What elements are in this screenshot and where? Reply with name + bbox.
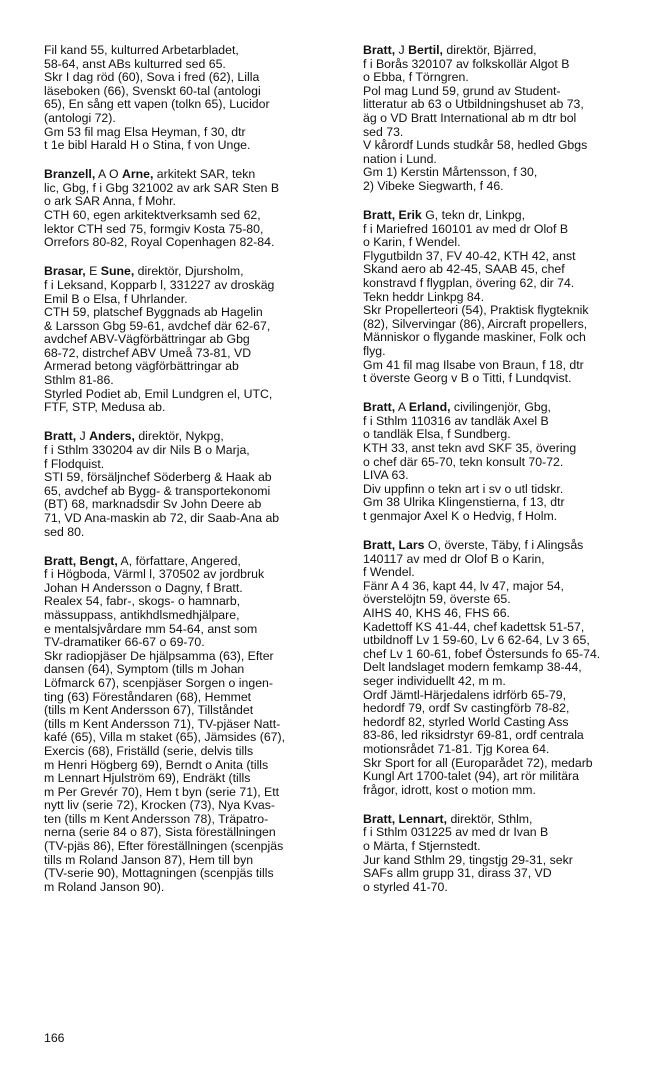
entry-text: STI 59, försäljnchef Söderberg & Haak ab	[44, 470, 272, 485]
entry-name: Anders,	[89, 429, 135, 444]
entry-text: 58-64, anst ABs kulturred sed 65.	[44, 56, 226, 71]
entry-line	[44, 265, 340, 279]
entry-line	[44, 623, 340, 637]
entry-text: f i Borås 320107 av folkskollär Algot B	[363, 56, 570, 71]
entry-name: Brasar,	[44, 264, 86, 279]
entry-line	[44, 498, 340, 512]
entry-line	[363, 331, 653, 345]
entry-text: Skand aero ab 42-45, SAAB 45, chef	[363, 262, 565, 277]
entry-text: 71, VD Ana-maskin ab 72, dir Saab-Ana ab	[44, 510, 280, 525]
entry-line	[363, 304, 653, 318]
entry-text: direktör, Nykpg,	[134, 429, 224, 444]
entry-text: o ark SAR Anna, f Mohr.	[44, 194, 176, 209]
entry-line	[363, 469, 653, 483]
entry-text: äg o VD Bratt International ab m dtr bol	[363, 110, 577, 125]
entry-line	[44, 168, 340, 182]
entry-text: LIVA 63.	[363, 468, 409, 483]
entry-text: Pol mag Lund 59, grund av Student-	[363, 83, 561, 98]
entry-line	[363, 126, 653, 140]
entry-text: dansen (64), Symptom (tills m Johan	[44, 662, 245, 677]
entry-text: (tills m Kent Andersson 67), Tillståndet	[44, 703, 254, 718]
entry-line	[44, 663, 340, 677]
entry-line	[44, 293, 340, 307]
entry-text: litteratur ab 63 o Utbildningshuset ab 73,	[363, 97, 584, 112]
entry-text: J	[395, 43, 409, 57]
entry-text: avdchef ABV-Vägförbättringar ab Gbg	[44, 332, 250, 347]
entry-line	[44, 360, 340, 374]
entry-text: direktör, Bjärred,	[442, 43, 537, 57]
entry-text: & Larsson Gbg 59-61, avdchef där 62-67,	[44, 318, 271, 333]
entry-text: CTH 60, egen arkitektverksamh sed 62,	[44, 208, 261, 223]
entry-line	[363, 675, 653, 689]
entry-text: CTH 59, platschef Byggnads ab Hagelin	[44, 305, 263, 320]
entry-name: Erland,	[408, 400, 451, 415]
entry-text: Tekn heddr Linkpg 84.	[363, 289, 485, 304]
entry-name: Bratt,	[363, 400, 396, 415]
entry-line	[44, 704, 340, 718]
entry-text: m Lennart Hjulström 69), Endräkt (tills	[44, 771, 251, 786]
entry-text: arkitekt SAR, tekn	[153, 167, 256, 182]
entry-line	[363, 539, 653, 553]
entry-line	[363, 593, 653, 607]
entry-text: kafé (65), Villa m staket (65), Jämsides (67),	[44, 730, 286, 745]
entry-text: (antologi 72).	[44, 110, 116, 125]
entry-text: o styrled 41-70.	[363, 879, 448, 894]
entry-line	[44, 867, 340, 881]
entry-line	[44, 881, 340, 895]
entry-text: J	[76, 429, 90, 444]
entry-line	[44, 195, 340, 209]
entry-text: lic, Gbg, f i Gbg 321002 av ark SAR Sten B	[44, 180, 280, 195]
entry-text: Exercis (68), Friställd (serie, delvis tills	[44, 743, 254, 758]
entry-line	[44, 526, 340, 540]
entry-line	[363, 496, 653, 510]
entry-line	[44, 279, 340, 293]
entry-text: civilingenjör, Gbg,	[450, 400, 551, 415]
entry-line	[363, 345, 653, 359]
entry-text: Delt landslaget modern femkamp 38-44,	[363, 660, 582, 675]
entry-line	[44, 458, 340, 472]
entry-line	[44, 58, 340, 72]
entry-text: Realex 54, fabr-, skogs- o hamnarb,	[44, 594, 241, 609]
entry-text: o tandläk Elsa, f Sundberg.	[363, 427, 511, 442]
entry-text: lektor CTH sed 75, formgiv Kosta 75-80,	[44, 221, 264, 236]
entry-name: Bratt, Erik	[363, 208, 422, 223]
entry-line	[363, 442, 653, 456]
biography-entry	[363, 209, 653, 386]
entry-text: 2) Vibeke Siegwarth, f 46.	[363, 178, 504, 193]
entry-name: Bertil,	[408, 43, 443, 57]
entry-line	[44, 650, 340, 664]
entry-text: Orrefors 80-82, Royal Copenhagen 82-84.	[44, 235, 275, 250]
entry-text: f i Sthlm 110316 av tandläk Axel B	[363, 413, 549, 428]
left-column	[44, 44, 340, 910]
entry-line	[44, 854, 340, 868]
entry-text: chef Lv 1 60-61, fobef Östersunds fo 65-74.	[363, 646, 601, 661]
entry-text: f i Mariefred 160101 av med dr Olof B	[363, 221, 569, 236]
entry-text: seger individuellt 42, m m.	[363, 674, 506, 689]
entry-text: KTH 33, anst tekn avd SKF 35, övering	[363, 441, 577, 456]
entry-text: (tills m Kent Andersson 71), TV-pjäser Natt-	[44, 716, 281, 731]
entry-text: (TV-pjäs 86), Efter föreställningen (scenpjäs	[44, 839, 284, 854]
entry-line	[44, 71, 340, 85]
entry-line	[44, 786, 340, 800]
entry-line	[363, 607, 653, 621]
entry-text: motionsrådet 71-81. Tjg Korea 64.	[363, 742, 550, 756]
entry-line	[363, 71, 653, 85]
entry-line	[44, 759, 340, 773]
biography-entry	[44, 555, 340, 895]
entry-line	[363, 456, 653, 470]
entry-text: Skr I dag röd (60), Sova i fred (62), Lilla	[44, 70, 260, 85]
entry-text: (82), Silvervingar (86), Aircraft propellers,	[363, 316, 588, 331]
page-number: 166	[44, 1031, 65, 1045]
entry-line	[44, 595, 340, 609]
entry-line	[363, 510, 653, 524]
entry-line	[44, 485, 340, 499]
entry-text: f i Sthlm 031225 av med dr Ivan B	[363, 825, 549, 840]
entry-line	[44, 582, 340, 596]
biography-entry	[44, 265, 340, 415]
entry-name: Sune,	[100, 264, 135, 279]
entry-text: Johan H Andersson o Dagny, f Bratt.	[44, 580, 243, 595]
entry-line	[363, 291, 653, 305]
entry-line	[44, 826, 340, 840]
entry-line	[363, 813, 653, 827]
entry-text: Flygutbildn 37, FV 40-42, KTH 42, anst	[363, 248, 576, 263]
entry-line	[44, 374, 340, 388]
entry-text: Gm 38 Ulrika Klingenstierna, f 13, dtr	[363, 495, 565, 510]
entry-text: (BT) 68, marknadsdir Sv John Deere ab	[44, 497, 262, 512]
entry-line	[44, 182, 340, 196]
entry-text: överstelöjtn 59, överste 65.	[363, 592, 511, 607]
entry-line	[44, 98, 340, 112]
biography-entry	[363, 539, 653, 797]
entry-line	[44, 471, 340, 485]
entry-line	[363, 372, 653, 386]
entry-line	[44, 430, 340, 444]
entry-line	[363, 112, 653, 126]
entry-text: f i Sthlm 330204 av dir Nils B o Marja,	[44, 442, 250, 457]
entry-line	[363, 415, 653, 429]
entry-name: Bratt,	[44, 429, 77, 444]
entry-text: 65, avdchef ab Bygg- & transportekonomi	[44, 483, 271, 498]
entry-text: Kungl Art 1700-talet (94), art rör militära	[363, 769, 579, 784]
entry-text: Skr Sport for all (Europarådet 72), medarb	[363, 755, 593, 770]
entry-line	[363, 689, 653, 703]
entry-text: Gm 1) Kerstin Mårtensson, f 30,	[363, 165, 538, 180]
entry-line	[363, 166, 653, 180]
entry-line	[363, 757, 653, 771]
entry-line	[363, 716, 653, 730]
entry-text: f i Högboda, Värml l, 370502 av jordbruk	[44, 567, 265, 582]
entry-text: (TV-serie 90), Mottagningen (scenpjäs tills	[44, 866, 274, 881]
entry-line	[363, 318, 653, 332]
entry-line	[363, 277, 653, 291]
entry-text: hedordf 82, styrled World Casting Ass	[363, 714, 569, 729]
entry-line	[44, 636, 340, 650]
right-column	[363, 44, 653, 910]
entry-text: Skr Propellerteori (54), Praktisk flygteknik	[363, 303, 589, 318]
entry-line	[44, 444, 340, 458]
entry-text: E	[85, 264, 101, 279]
entry-text: direktör, Sthlm,	[447, 811, 533, 826]
entry-text: FTF, STP, Medusa ab.	[44, 400, 166, 415]
entry-line	[44, 236, 340, 250]
entry-line	[363, 648, 653, 662]
entry-line	[44, 401, 340, 415]
entry-text: nation i Lund.	[363, 151, 437, 166]
entry-text: f i Leksand, Kopparb l, 331227 av droskäg	[44, 277, 275, 292]
entry-text: Löfmarck 67), scenpjäser Sorgen o ingen-	[44, 675, 273, 690]
entry-name: Bratt,	[363, 43, 396, 57]
entry-text: Jur kand Sthlm 29, tingstjg 29-31, sekr	[363, 852, 573, 867]
entry-text: ting (63) Föreståndaren (68), Hemmet	[44, 689, 252, 704]
entry-name: Bratt, Lennart,	[363, 811, 448, 826]
entry-name: Branzell,	[44, 167, 96, 182]
entry-line	[363, 401, 653, 415]
entry-line	[363, 359, 653, 373]
entry-line	[44, 512, 340, 526]
entry-text: utbildnoff Lv 1 59-60, Lv 6 62-64, Lv 3 65,	[363, 633, 590, 648]
entry-line	[363, 98, 653, 112]
entry-text: Armerad betong vägförbättringar ab	[44, 359, 239, 374]
entry-line	[44, 813, 340, 827]
entry-text: Styrled Podiet ab, Emil Lundgren el, UTC,	[44, 386, 273, 401]
entry-line	[363, 854, 653, 868]
entry-line	[44, 209, 340, 223]
entry-text: ten (tills m Kent Andersson 78), Träpatro-	[44, 811, 269, 826]
entry-text: f Flodquist.	[44, 456, 105, 471]
entry-line	[44, 85, 340, 99]
entry-text: sed 73.	[363, 124, 404, 139]
entry-line	[363, 139, 653, 153]
entry-text: o Ebba, f Törngren.	[363, 70, 469, 85]
entry-line	[363, 661, 653, 675]
entry-line	[363, 153, 653, 167]
entry-text: t överste Georg v B o Titti, f Lundqvist.	[363, 371, 572, 386]
entry-line	[363, 263, 653, 277]
entry-text: 68-72, distrchef ABV Umeå 73-81, VD	[44, 345, 252, 360]
entry-text: V kårordf Lunds studkår 58, hedled Gbgs	[363, 138, 588, 153]
entry-text: 65), En sång ett vapen (tolkn 65), Lucidor	[44, 97, 270, 112]
entry-text: Fänr A 4 36, kapt 44, lv 47, major 54,	[363, 578, 564, 593]
entry-name: Bratt, Bengt,	[44, 553, 118, 568]
entry-text: direktör, Djursholm,	[134, 264, 244, 279]
entry-line	[44, 306, 340, 320]
entry-text: Gm 41 fil mag Ilsabe von Braun, f 18, dtr	[363, 357, 584, 372]
entry-text: Skr radiopjäser De hjälpsamma (63), Efter	[44, 648, 274, 663]
entry-line	[363, 702, 653, 716]
entry-text: frågor, idrott, kost o motion mm.	[363, 782, 536, 797]
entry-line	[363, 223, 653, 237]
entry-line	[363, 784, 653, 798]
entry-line	[363, 209, 653, 223]
entry-line	[44, 691, 340, 705]
entry-text: 83-86, led riksidrstyr 69-81, ordf centrala	[363, 728, 584, 743]
entry-text: sed 80.	[44, 524, 85, 539]
entry-text: t 1e bibl Harald H o Stina, f von Unge.	[44, 138, 251, 153]
entry-text: mässuppass, antikhdlsmedhjälpare,	[44, 607, 240, 622]
entry-line	[363, 770, 653, 784]
entry-text: t genmajor Axel K o Hedvig, f Holm.	[363, 509, 558, 523]
entry-line	[363, 867, 653, 881]
biography-entry	[44, 168, 340, 250]
biography-entry	[44, 44, 340, 153]
entry-text: Ordf Jämtl-Härjedalens idrförb 65-79,	[363, 687, 566, 702]
entry-line	[44, 731, 340, 745]
entry-line	[44, 347, 340, 361]
entry-line	[44, 126, 340, 140]
entry-text: AIHS 40, KHS 46, FHS 66.	[363, 606, 510, 621]
entry-text: läseboken (66), Svenskt 60-tal (antologi	[44, 83, 261, 98]
entry-text: Fil kand 55, kulturred Arbetarbladet,	[44, 43, 239, 57]
entry-line	[44, 555, 340, 569]
entry-line	[363, 85, 653, 99]
entry-line	[363, 553, 653, 567]
entry-text: m Henri Högberg 69), Berndt o Anita (tills	[44, 757, 269, 772]
entry-text: nytt liv (serie 72), Krocken (73), Nya Kvas-	[44, 798, 275, 813]
entry-text: A O	[95, 167, 122, 182]
entry-line	[363, 566, 653, 580]
entry-line	[363, 729, 653, 743]
entry-text: TV-dramatiker 66-67 o 69-70.	[44, 635, 205, 650]
entry-line	[363, 180, 653, 194]
entry-text: o chef där 65-70, tekn konsult 70-72.	[363, 454, 564, 469]
entry-line	[44, 799, 340, 813]
entry-line	[363, 580, 653, 594]
entry-text: o Märta, f Stjernstedt.	[363, 839, 481, 854]
entry-text: Emil B o Elsa, f Uhrlander.	[44, 291, 188, 306]
entry-text: m Per Grevér 70), Hem t byn (serie 71), Ett	[44, 784, 280, 799]
entry-line	[44, 320, 340, 334]
entry-text: tills m Roland Janson 87), Hem till byn	[44, 852, 254, 867]
entry-line	[363, 621, 653, 635]
entry-line	[44, 609, 340, 623]
entry-line	[44, 223, 340, 237]
entry-text: Människor o flygande maskiner, Folk och	[363, 330, 586, 345]
entry-text: G, tekn dr, Linkpg,	[421, 208, 525, 223]
biography-entry	[44, 430, 340, 539]
entry-line	[363, 58, 653, 72]
entry-line	[363, 428, 653, 442]
entry-line	[363, 634, 653, 648]
entry-text: m Roland Janson 90).	[44, 879, 165, 894]
entry-line	[44, 677, 340, 691]
entry-text: f Wendel.	[363, 565, 415, 580]
entry-text: flyg.	[363, 343, 386, 358]
entry-line	[363, 236, 653, 250]
entry-line	[363, 44, 653, 58]
entry-text: nerna (serie 84 o 87), Sista föreställningen	[44, 825, 276, 840]
entry-text: Kadettoff KS 41-44, chef kadettsk 51-57,	[363, 619, 585, 634]
entry-line	[44, 388, 340, 402]
biography-entry	[363, 401, 653, 523]
entry-line	[44, 568, 340, 582]
entry-line	[44, 333, 340, 347]
entry-text: hedordf 79, ordf Sv castingförb 78-82,	[363, 701, 570, 716]
biography-entry	[363, 813, 653, 895]
entry-line	[44, 772, 340, 786]
entry-line	[44, 840, 340, 854]
entry-line	[363, 881, 653, 895]
entry-name: Bratt, Lars	[363, 538, 425, 553]
biography-entry	[363, 44, 653, 194]
entry-line	[44, 139, 340, 153]
entry-line	[363, 840, 653, 854]
entry-text: e mentalsjvårdare mm 54-64, anst som	[44, 621, 258, 636]
entry-line	[363, 826, 653, 840]
entry-line	[363, 250, 653, 264]
entry-name: Arne,	[121, 167, 154, 182]
entry-text: Gm 53 fil mag Elsa Heyman, f 30, dtr	[44, 124, 246, 139]
entry-text: A	[395, 400, 409, 415]
entry-text: o Karin, f Wendel.	[363, 235, 461, 250]
entry-line	[44, 112, 340, 126]
entry-text: Sthlm 81-86.	[44, 373, 114, 388]
entry-line	[44, 745, 340, 759]
entry-text: konstravd f flygplan, övering 62, dir 74.	[363, 276, 575, 290]
entry-text: 140117 av med dr Olof B o Karin,	[363, 551, 545, 566]
entry-line	[44, 718, 340, 732]
entry-line	[363, 483, 653, 497]
entry-text: O, överste, Täby, f i Alingsås	[424, 538, 584, 553]
entry-line	[363, 743, 653, 757]
entry-text: A, författare, Angered,	[117, 553, 241, 568]
entry-text: Div uppfinn o tekn art i sv o utl tidskr.	[363, 481, 564, 496]
entry-text: SAFs allm grupp 31, dirass 37, VD	[363, 866, 552, 881]
entry-line	[44, 44, 340, 58]
